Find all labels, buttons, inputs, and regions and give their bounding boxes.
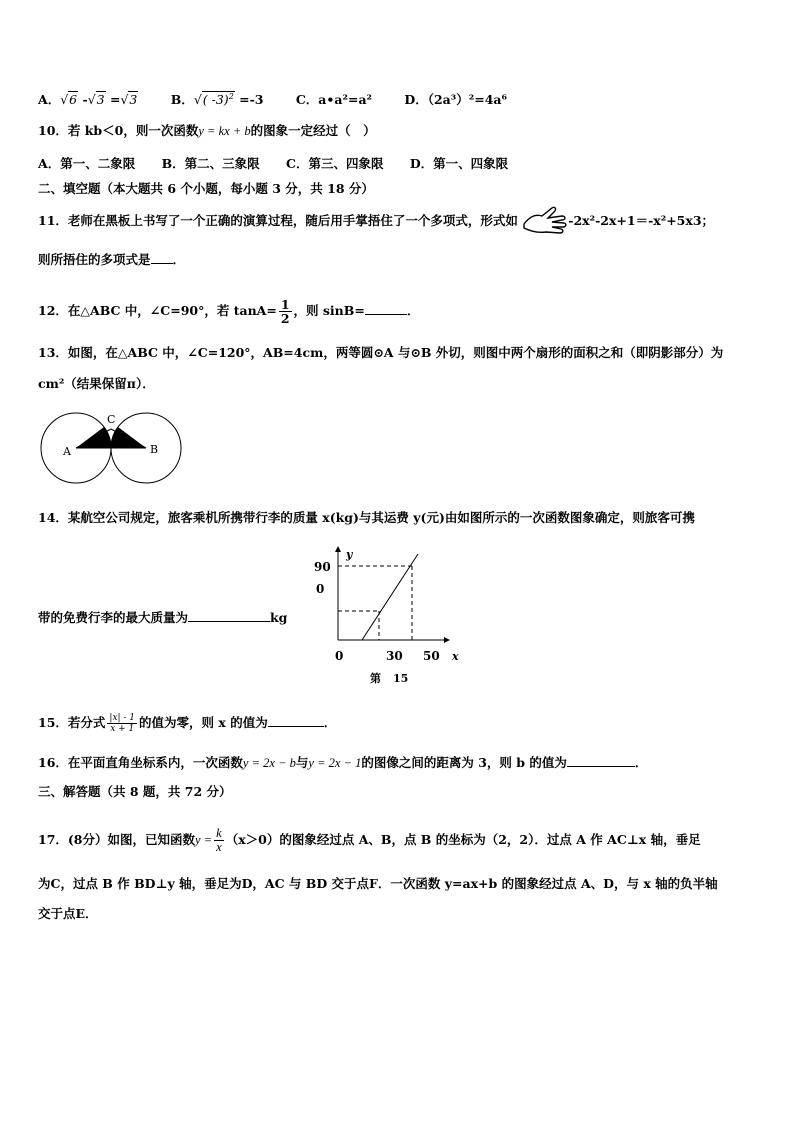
q9-option-a: A．√6 -√3 =√3	[38, 92, 138, 108]
q9-option-d: D．（2a³）²=4a⁶	[404, 92, 507, 108]
fraction: $\frac{1}{2}$	[280, 297, 290, 326]
label-b: B	[150, 443, 159, 456]
hand-icon	[522, 206, 568, 236]
y-tick-90: 90	[314, 560, 331, 574]
answer-blank[interactable]	[365, 302, 407, 315]
label-c: C	[107, 413, 116, 426]
q14-graph	[310, 540, 480, 690]
x-tick-0: 0	[335, 649, 344, 663]
q10-option: A．第一、二象限	[38, 156, 136, 171]
q16-line: 16．在平面直角坐标系内，一次函数y = 2x − b与y = 2x − 1的图像之间的距离为 3，则 b 的值为 ．	[38, 755, 648, 770]
answer-blank[interactable]	[268, 714, 324, 727]
function-line	[362, 554, 418, 640]
q14-line1: 14．某航空公司规定，旅客乘机所携带行李的质量 x(kg)与其运费 y(元)由如图所示的一次函数图象确定，则旅客可携	[38, 510, 695, 525]
q17-line3: 交于点E．	[38, 906, 98, 921]
q15-line: 15．若分式 $\frac{|x| - 1}{x + 1}$ 的值为零，则 x 的值为 ．	[38, 713, 337, 734]
graph-caption: 第 15	[370, 672, 409, 685]
y-axis-arrow	[335, 546, 341, 552]
y-tick-0: 0	[316, 582, 325, 596]
answer-blank[interactable]	[188, 609, 270, 622]
q17-line2: 为C，过点 B 作 BD⊥y 轴，垂足为D，AC 与 BD 交于点F．一次函数 y=ax+b 的图象经过点 A、D，与 x 轴的负半轴	[38, 876, 718, 891]
q13-line2: cm²（结果保留π）．	[38, 376, 155, 391]
answer-blank[interactable]	[151, 251, 173, 264]
q9-options	[38, 89, 507, 108]
answer-blank[interactable]	[567, 754, 635, 767]
x-axis-label: x	[452, 650, 459, 663]
q10-option: C．第三、四象限	[286, 156, 384, 171]
x-tick-30: 30	[386, 649, 403, 663]
section-2-heading: 二、填空题（本大题共 6 个小题，每小题 3 分，共 18 分）	[38, 181, 374, 196]
label-a: A	[63, 445, 71, 458]
q10-options	[38, 156, 508, 172]
q9-option-c: C．a•a²=a²	[295, 92, 373, 108]
q11-line1: 11．老师在黑板上书写了一个正确的演算过程，随后用手掌捂住了一个多项式，形式如 -2x²-2x+1＝-x²+5x3；	[38, 213, 714, 230]
q10-stem: 10．若 kb＜0，则一次函数y = kx + b的图象一定经过（ ）	[38, 123, 376, 138]
q11-line2: 则所捂住的多项式是 ．	[38, 252, 186, 267]
q14-line2: 带的免费行李的最大质量为 kg	[38, 610, 288, 625]
q13-line1: 13．如图，在△ABC 中，∠C=120°，AB=4cm，两等圆⊙A 与⊙B 外切，则图中两个扇形的面积之和（即阴影部分）为	[38, 345, 724, 360]
fraction: $\frac{|x| - 1}{x + 1}$	[109, 713, 136, 734]
fraction: $\frac{k}{x}$	[216, 826, 222, 854]
x-axis-arrow	[444, 637, 450, 643]
q13-figure	[38, 410, 188, 486]
x-tick-50: 50	[423, 649, 440, 663]
q12-line: 12．在△ABC 中，∠C=90°，若 tanA= $\frac{1}{2}$ ，则 sinB= ．	[38, 297, 420, 326]
q17-line1: 17．(8分）如图，已知函数y = $\frac{k}{x}$ （x＞0）的图象经过点 A、B，点 B 的坐标为（2，2）．过点 A 作 AC⊥x 轴，垂足	[38, 826, 701, 854]
section-3-heading: 三、解答题（共 8 题，共 72 分）	[38, 784, 232, 799]
q9-option-b: B．√( -3)$^2$ =-3	[170, 92, 264, 108]
y-axis-label: y	[346, 548, 353, 561]
q10-option: D．第一、四象限	[409, 156, 509, 171]
q10-option: B．第二、三象限	[161, 156, 260, 171]
